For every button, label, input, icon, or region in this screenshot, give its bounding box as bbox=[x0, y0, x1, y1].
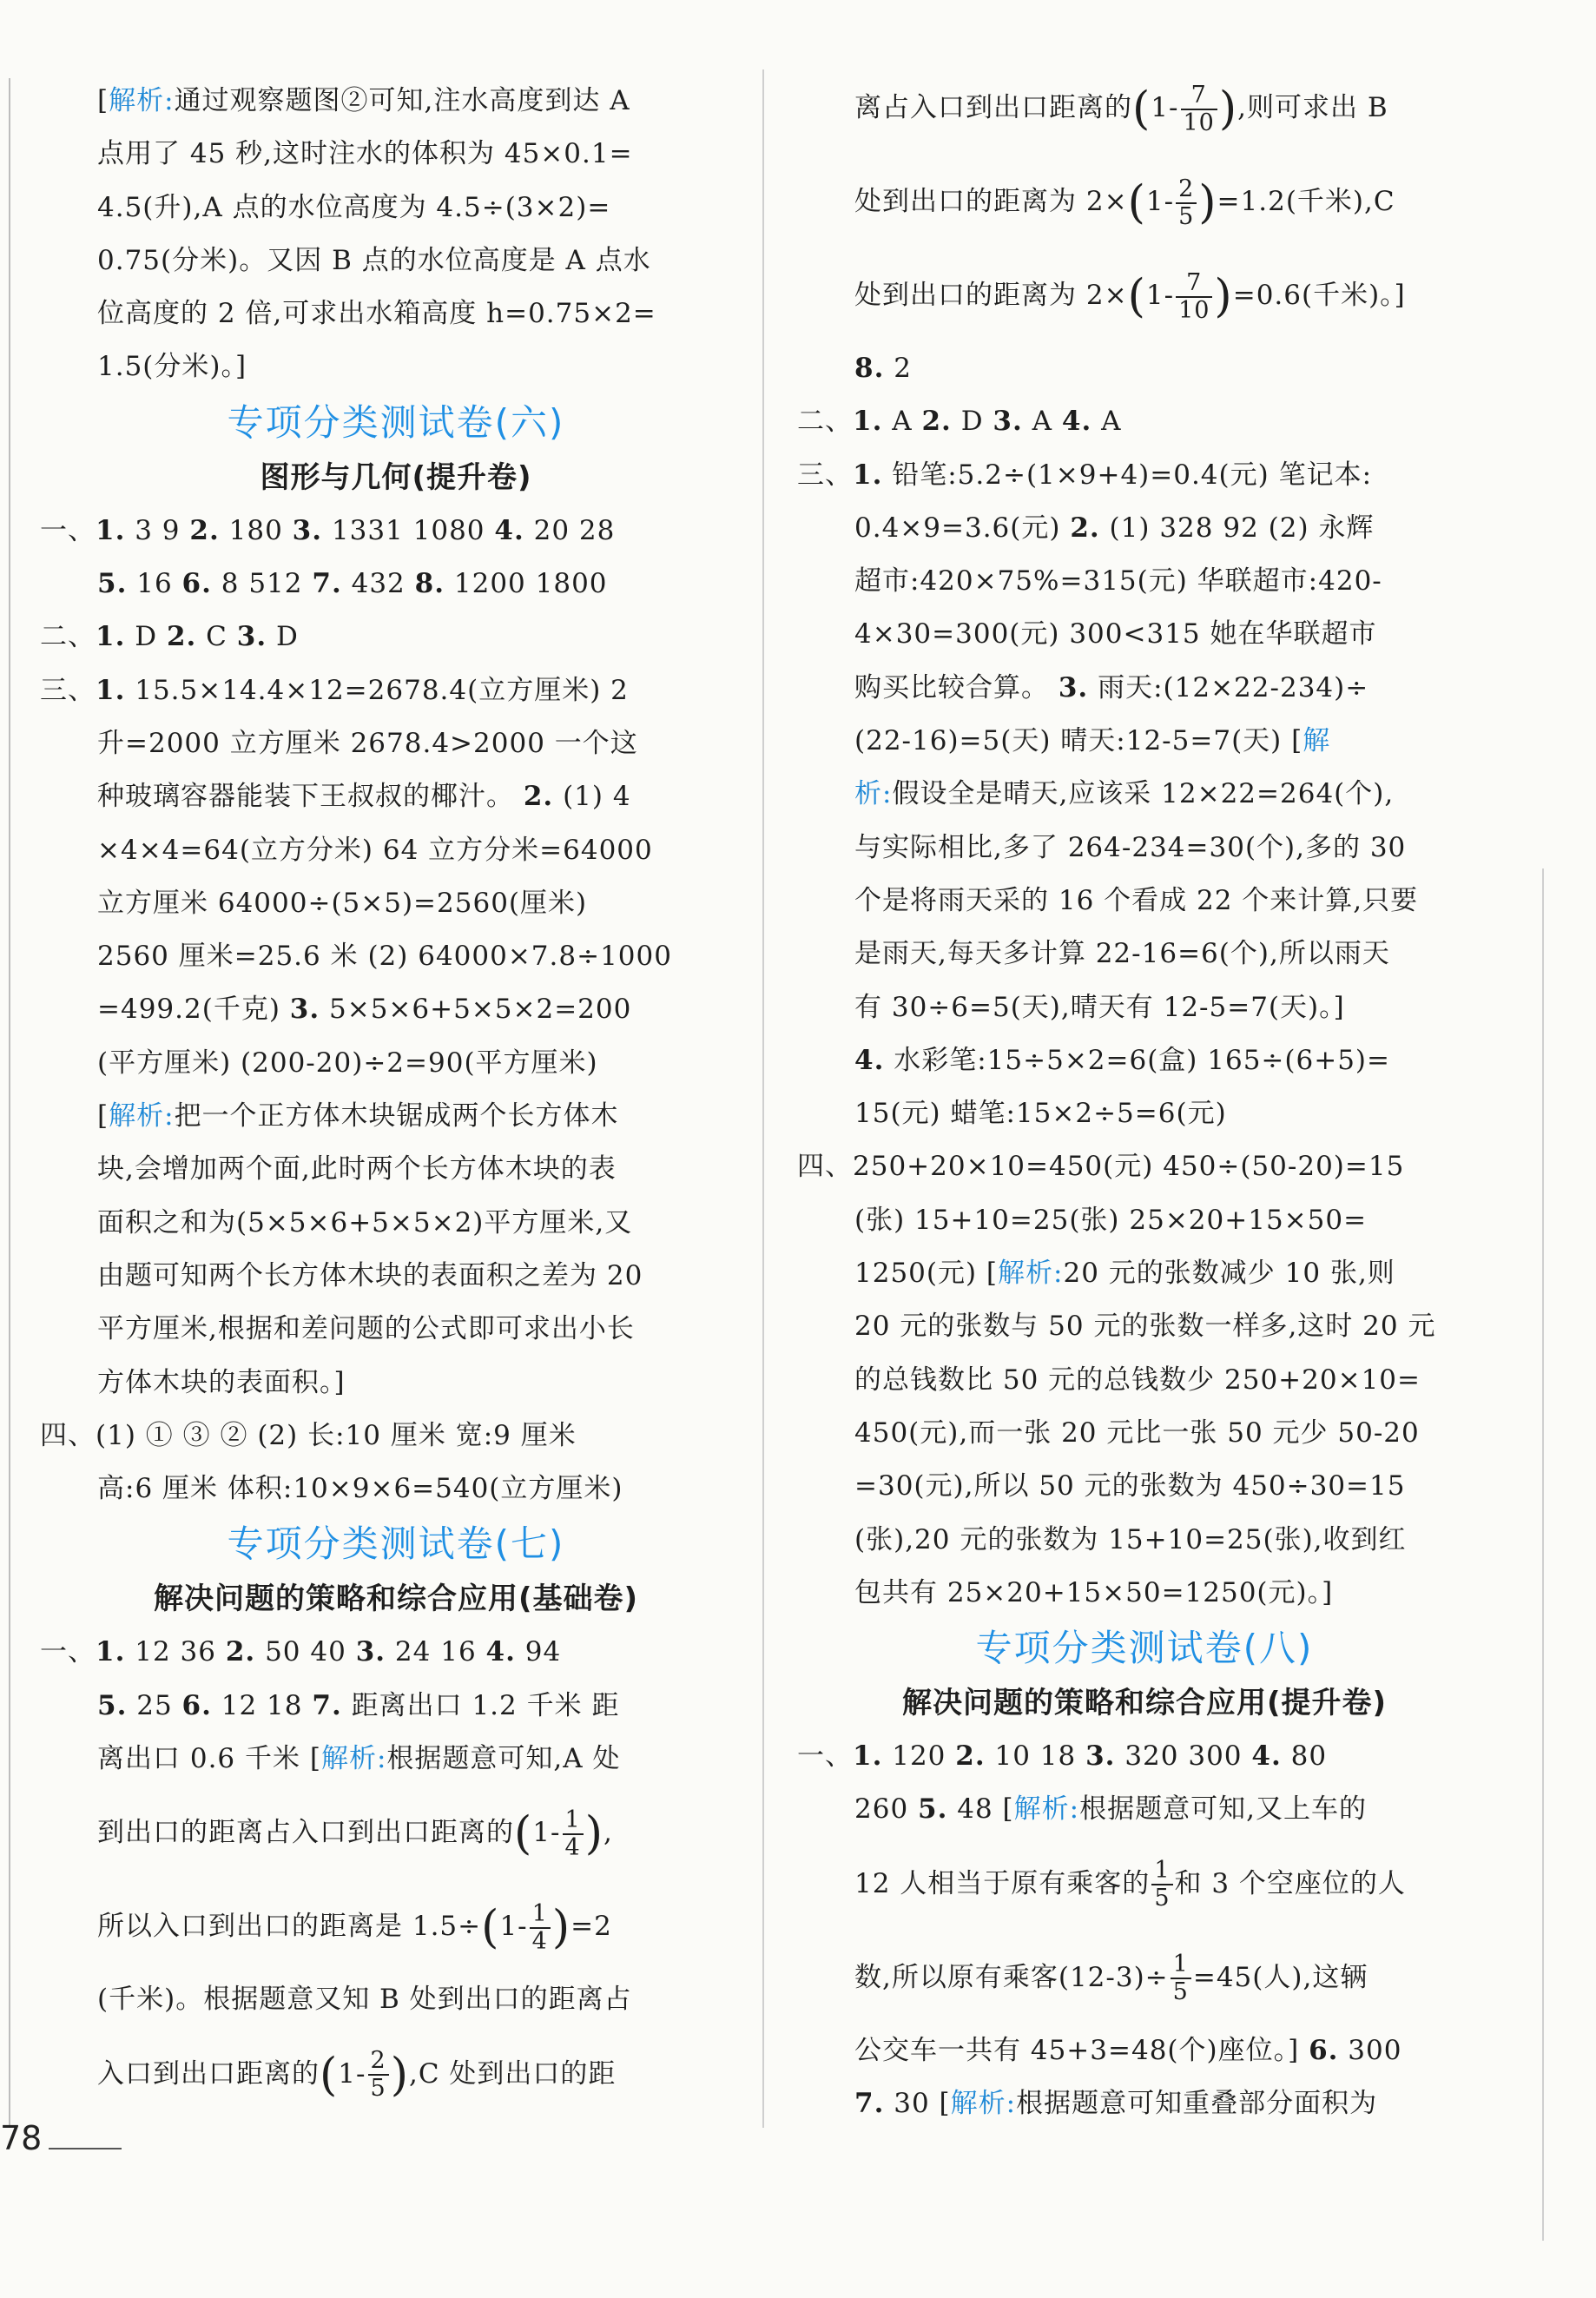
text: 根据题意可知重叠部分面积为 bbox=[1016, 2088, 1378, 2120]
text: 平方厘米,根据和差问题的公式即可求出小长 bbox=[97, 1313, 635, 1345]
fraction bbox=[1151, 1858, 1172, 1912]
denominator: 10 bbox=[1183, 109, 1215, 136]
analysis-label: 解析: bbox=[950, 2088, 1017, 2120]
text: =2 bbox=[570, 1911, 612, 1943]
fraction bbox=[563, 1807, 584, 1861]
text: 方体木块的表面积。] bbox=[97, 1366, 346, 1398]
text: 购买比较合算。 bbox=[854, 671, 1059, 703]
text: 1- bbox=[499, 1911, 528, 1943]
question-number: 8. bbox=[414, 568, 445, 600]
text: 1- bbox=[338, 2057, 366, 2090]
numerator: 1 bbox=[563, 1807, 584, 1835]
text: =30(元),所以 50 元的张数为 450÷30=15 bbox=[854, 1470, 1406, 1502]
text-line bbox=[797, 1194, 1492, 1247]
text: , bbox=[603, 1817, 613, 1849]
fraction bbox=[368, 2048, 389, 2102]
text: D bbox=[951, 406, 993, 438]
text-line bbox=[40, 664, 752, 717]
text: 三、 bbox=[797, 459, 853, 491]
text: 3 9 bbox=[125, 514, 190, 546]
text: 25 bbox=[127, 1689, 182, 1721]
numerator: 2 bbox=[368, 2048, 389, 2076]
text: 12 36 bbox=[125, 1636, 226, 1668]
paren-open: ( bbox=[514, 1807, 533, 1860]
text: 2 bbox=[884, 353, 912, 384]
text: ,则可求出 B bbox=[1237, 92, 1388, 123]
fraction-line bbox=[797, 155, 1492, 248]
fraction bbox=[1171, 1951, 1191, 2005]
text: 个是将雨天采的 16 个看成 22 个来计算,只要 bbox=[854, 884, 1419, 916]
question-number: 7. bbox=[312, 568, 342, 600]
text-line bbox=[40, 1090, 752, 1143]
text: 的总钱数比 50 元的总钱数少 250+20×10= bbox=[854, 1364, 1421, 1396]
text: D bbox=[125, 621, 167, 653]
text: 0.4×9=3.6(元) bbox=[854, 512, 1071, 544]
text-line: (千米)。根据题意又知 B 处到出口的距离占 bbox=[97, 1984, 632, 2016]
text: 离出口 0.6 千米 [ bbox=[97, 1743, 321, 1775]
text-line bbox=[797, 1407, 1492, 1460]
text: 与实际相比,多了 264-234=30(个),多的 30 bbox=[854, 831, 1407, 863]
text-line bbox=[797, 2024, 1492, 2077]
text: (1) ① ③ ② (2) 长:10 厘米 宽:9 厘米 bbox=[96, 1419, 577, 1451]
question-number: 1. bbox=[853, 459, 883, 491]
text: 2560 厘米=25.6 米 (2) 64000×7.8÷1000 bbox=[97, 941, 672, 973]
denominator: 4 bbox=[564, 1833, 581, 1861]
text: 和 3 个空座位的人 bbox=[1174, 1867, 1406, 1899]
right-edge-line bbox=[1542, 868, 1544, 2241]
text: 120 bbox=[882, 1740, 956, 1773]
text: 250+20×10=450(元) 450÷(50-20)=15 bbox=[853, 1151, 1405, 1183]
text: 180 bbox=[219, 514, 293, 546]
text-line bbox=[40, 1143, 752, 1196]
text: 1250(元) [ bbox=[854, 1258, 999, 1290]
right-column bbox=[797, 61, 1492, 2130]
text-line bbox=[797, 1783, 1492, 1836]
text-line bbox=[797, 768, 1492, 821]
numerator: 1 bbox=[1151, 1858, 1172, 1885]
question-number: 2. bbox=[955, 1740, 986, 1773]
paren-close: ) bbox=[1218, 83, 1238, 135]
text-line bbox=[40, 824, 752, 877]
text: (张),20 元的张数为 15+10=25(张),收到红 bbox=[854, 1523, 1407, 1555]
fraction-line bbox=[797, 1931, 1492, 2024]
column-divider bbox=[762, 69, 764, 2128]
text: A bbox=[1091, 406, 1122, 438]
text-line bbox=[797, 1460, 1492, 1513]
text-line bbox=[40, 717, 752, 770]
text: 假设全是晴天,应该采 12×22=264(个), bbox=[892, 778, 1395, 810]
denominator: 4 bbox=[531, 1927, 548, 1955]
text: 94 bbox=[515, 1636, 562, 1668]
analysis-label: 解析: bbox=[109, 1100, 175, 1132]
text: 15(元) 蜡笔:15×2÷5=6(元) bbox=[854, 1098, 1227, 1130]
question-number: 5. bbox=[97, 1689, 128, 1721]
text-line bbox=[40, 558, 752, 611]
text: 三、 bbox=[40, 674, 96, 706]
text: 1.5(分米)。] bbox=[97, 351, 247, 383]
question-number: 2. bbox=[225, 1636, 256, 1668]
text-line bbox=[797, 1034, 1492, 1087]
text: 1- bbox=[1145, 280, 1175, 311]
text: [ bbox=[97, 85, 109, 116]
text: 16 bbox=[127, 568, 182, 600]
fraction-line bbox=[40, 1786, 752, 1879]
paren-close: ) bbox=[1214, 270, 1233, 323]
text: A bbox=[1022, 406, 1062, 438]
paren-close: ) bbox=[584, 1807, 603, 1860]
text-line bbox=[797, 449, 1492, 502]
text-line bbox=[797, 928, 1492, 981]
text-line bbox=[797, 875, 1492, 928]
text: 离占入口到出口距离的 bbox=[854, 92, 1132, 123]
numerator: 7 bbox=[1176, 270, 1212, 298]
text-line bbox=[40, 1357, 752, 1410]
text: 所以入口到出口的距离是 1.5÷ bbox=[97, 1911, 482, 1943]
paren-open: ( bbox=[1132, 83, 1151, 135]
section-subtitle-7: 解决问题的策略和综合应用(基础卷) bbox=[153, 1582, 639, 1617]
text: 数,所以原有乘客(12-3)÷ bbox=[854, 1961, 1169, 1993]
paren-open: ( bbox=[1127, 270, 1146, 323]
question-number: 3. bbox=[355, 1636, 386, 1668]
text-line bbox=[40, 877, 752, 930]
question-number: 7. bbox=[854, 2088, 885, 2120]
paren-close: ) bbox=[551, 1901, 571, 1954]
section8-answers bbox=[797, 1730, 1492, 1837]
fraction bbox=[1181, 83, 1217, 136]
text: 15.5×14.4×12=2678.4(立方厘米) 2 bbox=[125, 674, 629, 706]
question-number: 2. bbox=[921, 406, 952, 438]
text-line bbox=[797, 1567, 1492, 1620]
text: ,C 处到出口的距 bbox=[408, 2057, 617, 2090]
paren-close: ) bbox=[1198, 176, 1217, 229]
analysis-label: 解析: bbox=[320, 1743, 387, 1775]
text: 450(元),而一张 20 元比一张 50 元少 50-20 bbox=[854, 1416, 1420, 1449]
text: 公交车一共有 45+3=48(个)座位。] bbox=[854, 2034, 1309, 2066]
text: 20 28 bbox=[524, 514, 616, 546]
question-number: 4. bbox=[494, 514, 524, 546]
numerator: 1 bbox=[530, 1901, 551, 1929]
text-line bbox=[797, 1730, 1492, 1783]
text: 432 bbox=[341, 568, 415, 600]
question-number: 7. bbox=[312, 1689, 342, 1721]
question-number: 3. bbox=[993, 406, 1023, 438]
text: 位高度的 2 倍,可求出水箱高度 h=0.75×2= bbox=[97, 298, 656, 330]
text: (1) 4 bbox=[553, 781, 631, 813]
question-number: 5. bbox=[918, 1793, 948, 1826]
text-line bbox=[40, 930, 752, 983]
section-subtitle-6: 图形与几何(提升卷) bbox=[260, 459, 532, 495]
text: 1- bbox=[1151, 92, 1179, 123]
text: 四、 bbox=[797, 1151, 853, 1183]
text-line bbox=[40, 128, 752, 181]
text-line bbox=[40, 182, 752, 234]
text: C bbox=[196, 621, 237, 653]
text: 12 18 bbox=[211, 1689, 313, 1721]
text: 8 512 bbox=[211, 568, 313, 600]
text-line bbox=[797, 502, 1492, 555]
question-number: 1. bbox=[853, 1740, 883, 1773]
text-line bbox=[40, 505, 752, 558]
text-line bbox=[797, 1354, 1492, 1407]
text-line bbox=[40, 1197, 752, 1250]
text: 处到出口的距离为 2× bbox=[854, 186, 1128, 217]
text-line bbox=[797, 1140, 1492, 1193]
denominator: 5 bbox=[370, 2075, 386, 2103]
question-number: 1. bbox=[96, 621, 126, 653]
section-title-7: 专项分类测试卷(七) bbox=[227, 1522, 565, 1566]
question-number: 4. bbox=[1251, 1740, 1282, 1773]
text: 一、 bbox=[797, 1740, 853, 1773]
page-edge-line bbox=[9, 78, 10, 2128]
text: (1) 328 92 (2) 永辉 bbox=[1099, 512, 1375, 544]
text: 到出口的距离占入口到出口距离的 bbox=[97, 1817, 514, 1849]
analysis-label: 析: bbox=[854, 778, 893, 810]
text-line bbox=[797, 395, 1492, 448]
text: 二、 bbox=[797, 406, 853, 438]
section-title-6: 专项分类测试卷(六) bbox=[227, 400, 565, 444]
text: 入口到出口距离的 bbox=[97, 2057, 320, 2090]
fraction bbox=[1176, 270, 1212, 324]
text-line bbox=[797, 1087, 1492, 1140]
fraction bbox=[1176, 176, 1197, 230]
question-number: 8. bbox=[854, 353, 885, 384]
text: 铅笔:5.2÷(1×9+4)=0.4(元) 笔记本: bbox=[882, 459, 1373, 491]
text: 50 40 bbox=[255, 1636, 356, 1668]
question-number: 4. bbox=[854, 1044, 885, 1076]
text: 种玻璃容器能装下王叔叔的椰汁。 bbox=[97, 781, 524, 813]
text: 10 18 bbox=[985, 1740, 1086, 1773]
section-title-8: 专项分类测试卷(八) bbox=[975, 1627, 1314, 1670]
text: 一、 bbox=[40, 1636, 96, 1668]
page-number-rule bbox=[49, 2148, 122, 2149]
text: 根据题意可知,A 处 bbox=[386, 1743, 621, 1775]
question-number: 4. bbox=[1061, 406, 1092, 438]
text-line bbox=[40, 1250, 752, 1303]
analysis-label: 解析: bbox=[1013, 1793, 1080, 1826]
numerator: 2 bbox=[1176, 176, 1197, 204]
text-line bbox=[797, 2077, 1492, 2130]
text: 四、 bbox=[40, 1419, 96, 1451]
paren-open: ( bbox=[320, 2049, 339, 2102]
text-line bbox=[40, 75, 752, 128]
text-line bbox=[797, 555, 1492, 608]
question-number: 3. bbox=[1085, 1740, 1116, 1773]
text: 距离出口 1.2 千米 距 bbox=[341, 1689, 620, 1721]
text-line bbox=[40, 287, 752, 340]
text: 超市:420×75%=315(元) 华联超市:420- bbox=[854, 565, 1382, 598]
text: 一、 bbox=[40, 514, 96, 546]
text-line bbox=[40, 770, 752, 823]
text: 由题可知两个长方体木块的表面积之差为 20 bbox=[97, 1259, 643, 1291]
text-line bbox=[797, 1300, 1492, 1353]
analysis-label: 解 bbox=[1303, 725, 1331, 757]
text: =45(人),这辆 bbox=[1192, 1961, 1368, 1993]
text: (张) 15+10=25(张) 25×20+15×50= bbox=[854, 1204, 1368, 1236]
text: [ bbox=[97, 1100, 109, 1132]
text: 根据题意可知,又上车的 bbox=[1079, 1793, 1367, 1826]
text-line bbox=[797, 1247, 1492, 1300]
text: 通过观察题图②可知,注水高度到达 A bbox=[174, 85, 630, 116]
text: 点用了 45 秒,这时注水的体积为 45×0.1= bbox=[97, 138, 633, 170]
section8-answers-continued bbox=[797, 2024, 1492, 2131]
text: (平方厘米) (200-20)÷2=90(平方厘米) bbox=[97, 1047, 598, 1079]
text-line bbox=[40, 234, 752, 287]
text-line bbox=[40, 1410, 752, 1463]
question-number: 1. bbox=[96, 1636, 126, 1668]
text: 0.75(分米)。又因 B 点的水位高度是 A 点水 bbox=[97, 244, 651, 276]
question-number: 6. bbox=[1309, 2034, 1339, 2066]
question-number: 1. bbox=[96, 514, 126, 546]
text: 48 [ bbox=[947, 1793, 1014, 1826]
text: 高:6 厘米 体积:10×9×6=540(立方厘米) bbox=[97, 1473, 623, 1505]
fraction-line bbox=[797, 61, 1492, 155]
text: 20 元的张数与 50 元的张数一样多,这时 20 元 bbox=[854, 1311, 1436, 1343]
text: 1200 1800 bbox=[445, 568, 608, 600]
question-number: 1. bbox=[96, 674, 126, 706]
numerator: 7 bbox=[1181, 83, 1217, 110]
text-line bbox=[797, 715, 1492, 768]
text: 1331 1080 bbox=[322, 514, 495, 546]
denominator: 5 bbox=[1178, 202, 1195, 230]
question-number: 2. bbox=[189, 514, 220, 546]
text-line bbox=[40, 1733, 752, 1786]
intro-analysis bbox=[40, 75, 752, 394]
text: 二、 bbox=[40, 621, 96, 653]
text: 4×30=300(元) 300<315 她在华联超市 bbox=[854, 618, 1377, 650]
text-line bbox=[797, 981, 1492, 1034]
paren-open: ( bbox=[1127, 176, 1146, 229]
denominator: 5 bbox=[1172, 1978, 1189, 2006]
text: 立方厘米 64000÷(5×5)=2560(厘米) bbox=[97, 887, 588, 919]
text: ×4×4=64(立方分米) 64 立方分米=64000 bbox=[97, 834, 653, 866]
fraction-line bbox=[40, 1879, 752, 1973]
denominator: 5 bbox=[1154, 1885, 1171, 1912]
question-number: 2. bbox=[166, 621, 197, 653]
text: A bbox=[882, 406, 922, 438]
text-line bbox=[40, 1463, 752, 1515]
text: 块,会增加两个面,此时两个长方体木块的表 bbox=[97, 1153, 617, 1185]
fraction-line bbox=[40, 2027, 752, 2121]
text: 把一个正方体木块锯成两个长方体木 bbox=[174, 1100, 619, 1132]
text-line bbox=[40, 1303, 752, 1356]
text: 20 元的张数减少 10 张,则 bbox=[1063, 1258, 1395, 1290]
question-number: 1. bbox=[853, 406, 883, 438]
text: D bbox=[267, 621, 299, 653]
text-line bbox=[797, 608, 1492, 661]
text-line bbox=[40, 1680, 752, 1733]
text: 是雨天,每天多计算 22-16=6(个),所以雨天 bbox=[854, 938, 1390, 970]
text-line bbox=[797, 342, 1492, 395]
question-number: 2. bbox=[523, 781, 554, 813]
text: =1.2(千米),C bbox=[1217, 186, 1395, 217]
text: 升=2000 立方厘米 2678.4>2000 一个这 bbox=[97, 727, 638, 759]
text: 260 bbox=[854, 1793, 919, 1826]
text: 300 bbox=[1338, 2034, 1402, 2066]
analysis-label: 解析: bbox=[998, 1258, 1064, 1290]
text: 有 30÷6=5(天),晴天有 12-5=7(天)。] bbox=[854, 991, 1345, 1023]
paren-close: ) bbox=[390, 2049, 409, 2102]
fraction-line bbox=[797, 248, 1492, 342]
fraction-line bbox=[797, 1837, 1492, 1931]
text: 320 300 bbox=[1115, 1740, 1252, 1773]
paren-open: ( bbox=[481, 1901, 500, 1954]
question-number: 3. bbox=[292, 514, 323, 546]
text: =0.6(千米)。] bbox=[1232, 280, 1406, 311]
text: 1- bbox=[532, 1817, 561, 1849]
section7-answers-continued bbox=[797, 342, 1492, 1620]
text-line bbox=[40, 1626, 752, 1679]
analysis-label: 解析: bbox=[109, 85, 175, 116]
text: =499.2(千克) bbox=[97, 994, 290, 1026]
text: 30 [ bbox=[884, 2088, 951, 2120]
text-line bbox=[797, 1514, 1492, 1567]
text-line bbox=[797, 822, 1492, 875]
text: 雨天:(12×22-234)÷ bbox=[1088, 671, 1369, 703]
text-line bbox=[797, 662, 1492, 715]
text-line bbox=[40, 1037, 752, 1090]
section7-answers bbox=[40, 1626, 752, 1786]
text-line bbox=[40, 611, 752, 664]
fraction bbox=[530, 1901, 551, 1955]
text: 5×5×6+5×5×2=200 bbox=[320, 994, 632, 1026]
text-line bbox=[40, 340, 752, 393]
text: 包共有 25×20+15×50=1250(元)。] bbox=[854, 1576, 1334, 1608]
text: (22-16)=5(天) 晴天:12-5=7(天) [ bbox=[854, 725, 1303, 757]
text-line bbox=[40, 983, 752, 1036]
text: 80 bbox=[1281, 1740, 1328, 1773]
denominator: 10 bbox=[1178, 296, 1210, 324]
question-number: 3. bbox=[1058, 671, 1089, 703]
text: 4.5(升),A 点的水位高度为 4.5÷(3×2)= bbox=[97, 191, 611, 223]
section6-answers bbox=[40, 505, 752, 1516]
text: 1- bbox=[1145, 186, 1175, 217]
question-number: 5. bbox=[97, 568, 128, 600]
text: 12 人相当于原有乘客的 bbox=[854, 1867, 1151, 1899]
question-number: 6. bbox=[181, 1689, 212, 1721]
question-number: 4. bbox=[485, 1636, 516, 1668]
text: 水彩笔:15÷5×2=6(盒) 165÷(6+5)= bbox=[884, 1044, 1390, 1076]
section-subtitle-8: 解决问题的策略和综合应用(提升卷) bbox=[901, 1686, 1388, 1721]
text: 面积之和为(5×5×6+5×5×2)平方厘米,又 bbox=[97, 1206, 633, 1238]
question-number: 2. bbox=[1070, 512, 1100, 544]
question-number: 6. bbox=[181, 568, 212, 600]
question-number: 3. bbox=[289, 994, 320, 1026]
left-column bbox=[40, 75, 752, 2121]
text: 24 16 bbox=[386, 1636, 486, 1668]
page-number: 78 bbox=[0, 2119, 43, 2157]
question-number: 3. bbox=[236, 621, 267, 653]
numerator: 1 bbox=[1171, 1951, 1191, 1979]
text: 处到出口的距离为 2× bbox=[854, 280, 1128, 311]
